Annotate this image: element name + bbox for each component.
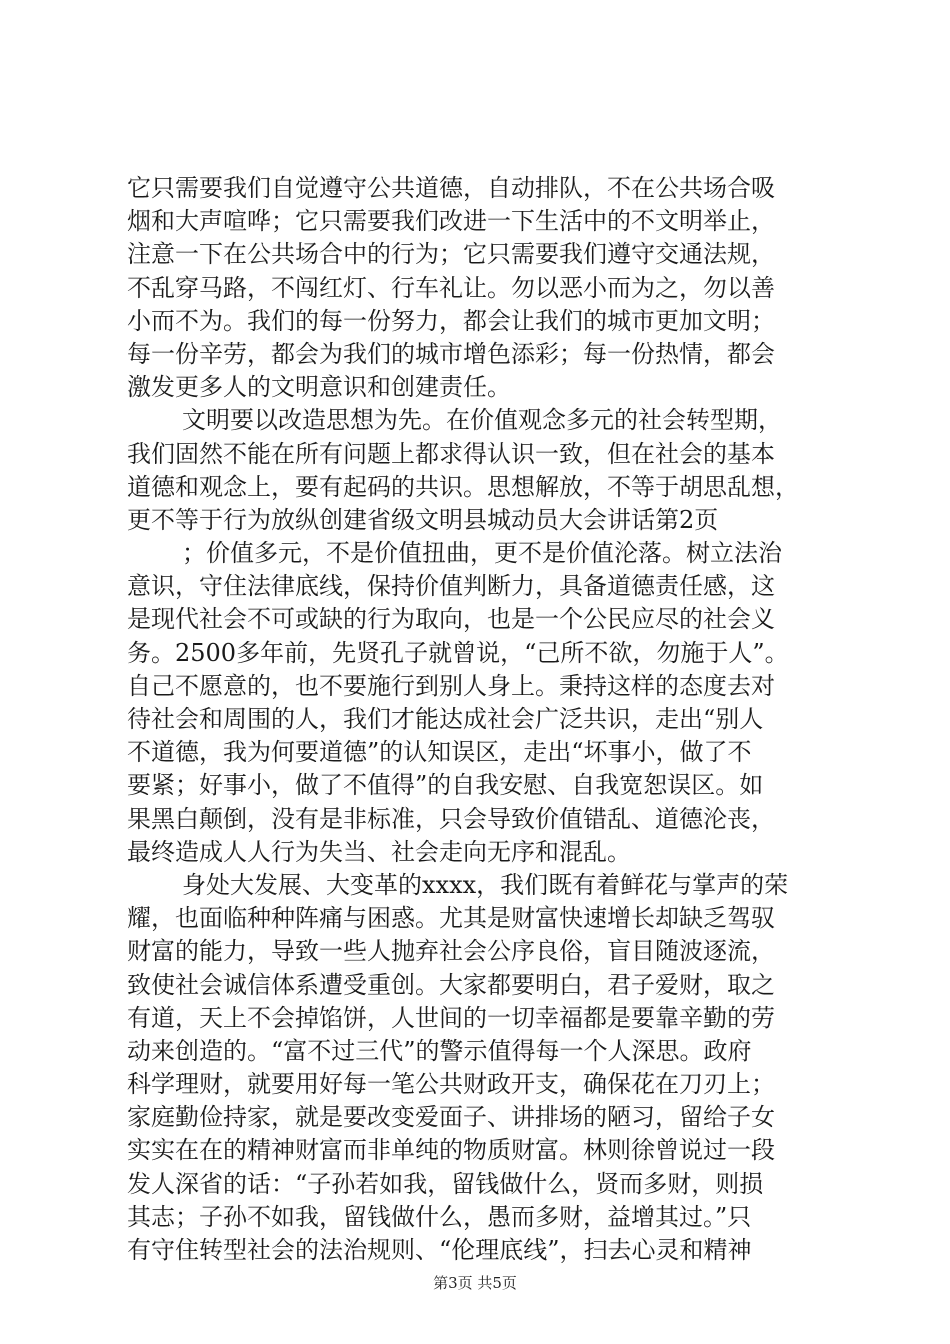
text-line: 耀，也面临种种阵痛与困惑。尤其是财富快速增长却缺乏驾驭 [127,904,775,933]
text-line: 家庭勤俭持家，就是要改变爱面子、讲排场的陋习，留给子女 [127,1103,775,1132]
text-line: 待社会和周围的人，我们才能达成社会广泛共识，走出“别人 [127,705,764,733]
text-line: 自己不愿意的，也不要施行到别人身上。秉持这样的态度去对 [127,671,775,700]
page-footer: 第3页 共5页 [433,1274,517,1292]
text-line: 有道，天上不会掉馅饼，人世间的一切幸福都是要靠辛勤的劳 [127,1003,775,1032]
text-line: 注意一下在公共场合中的行为；它只需要我们遵守交通法规， [127,240,775,269]
text-line-content: 身处大发展、大变革的xxxx，我们既有着鲜花与掌声的荣 [182,870,789,899]
text-line: 不乱穿马路，不闯红灯、行车礼让。勿以恶小而为之，勿以善 [127,273,775,302]
text-line: 道德和观念上，要有起码的共识。思想解放，不等于胡思乱想， [127,472,799,501]
paragraph-start-line [127,537,832,570]
text-line: 最终造成人人行为失当、社会走向无序和混乱。 [127,837,631,866]
text-line: 激发更多人的文明意识和创建责任。 [127,373,511,402]
text-line: 致使社会诚信体系遭受重创。大家都要明白，君子爱财，取之 [127,970,775,999]
text-line: 实实在在的精神财富而非单纯的物质财富。林则徐曾说过一段 [127,1136,775,1165]
document-body [127,172,832,1267]
text-line: 每一份辛劳，都会为我们的城市增色添彩；每一份热情，都会 [127,339,775,368]
text-line: 我们固然不能在所有问题上都求得认识一致，但在社会的基本 [127,439,775,468]
text-line: 财富的能力，导致一些人抛弃社会公序良俗，盲目随波逐流， [127,937,775,966]
text-line: 发人深省的话：“子孙若如我，留钱做什么，贤而多财，则损 [127,1169,764,1198]
text-line-content: 文明要以改造思想为先。在价值观念多元的社会转型期， [182,406,782,435]
text-line: 不道德，我为何要道德”的认知误区，走出“坏事小，做了不 [127,738,752,767]
text-line: 更不等于行为放纵创建省级文明县城动员大会讲话第2页 [127,505,719,534]
paragraph-start-line [127,869,832,902]
text-line: 务。2500多年前，先贤孔子就曾说，“己所不欲，勿施于人”。 [127,638,789,667]
text-line-content: ；价值多元，不是价值扭曲，更不是价值沦落。树立法治 [182,539,782,568]
text-line: 小而不为。我们的每一份努力，都会让我们的城市更加文明； [127,306,775,335]
text-line: 果黑白颠倒，没有是非标准，只会导致价值错乱、道德沦丧， [127,804,775,833]
text-line: 它只需要我们自觉遵守公共道德，自动排队，不在公共场合吸 [127,174,775,202]
text-line: 科学理财，就要用好每一笔公共财政开支，确保花在刀刃上； [127,1070,775,1099]
text-line: 意识，守住法律底线，保持价值判断力，具备道德责任感，这 [127,572,775,601]
paragraph-start-line [127,404,832,437]
text-line: 其志；子孙不如我，留钱做什么，愚而多财，益增其过。”只 [127,1202,752,1231]
text-line: 动来创造的。“富不过三代”的警示值得每一个人深思。政府 [127,1036,752,1065]
text-line: 有守住转型社会的法治规则、“伦理底线”，扫去心灵和精神 [127,1236,752,1264]
text-line: 是现代社会不可或缺的行为取向，也是一个公民应尽的社会义 [127,605,775,634]
text-line: 要紧；好事小，做了不值得”的自我安慰、自我宽恕误区。如 [127,771,764,800]
text-line: 烟和大声喧哗；它只需要我们改进一下生活中的不文明举止， [127,207,775,236]
